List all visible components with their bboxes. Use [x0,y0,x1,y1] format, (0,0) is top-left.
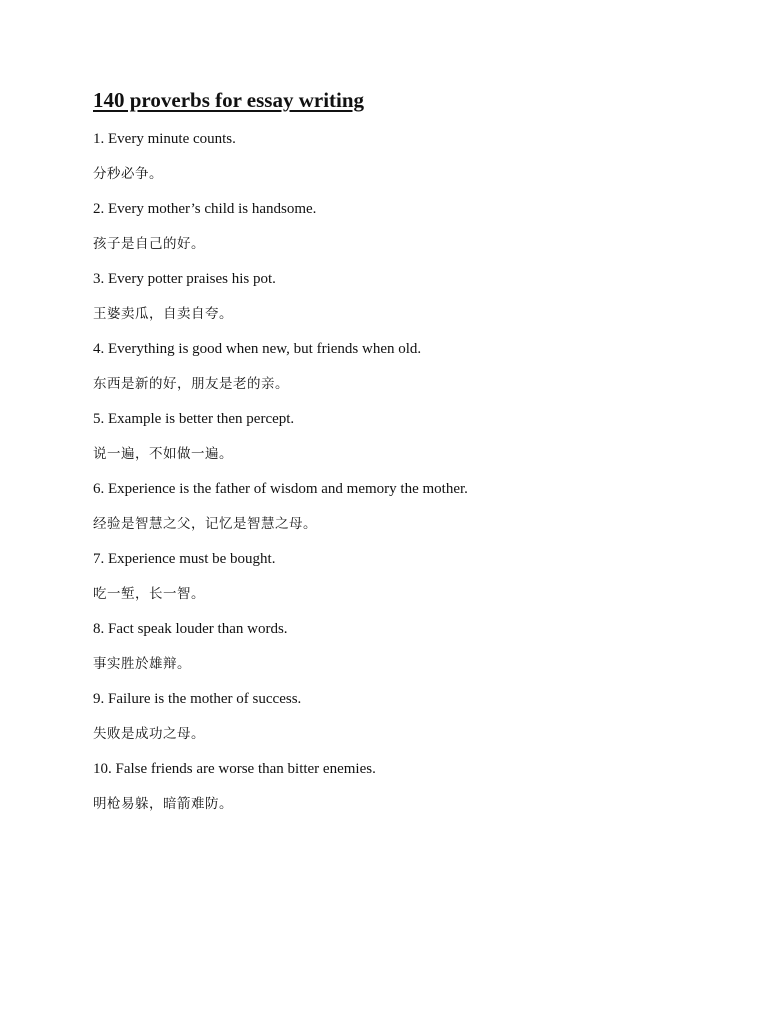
proverb-english: 9. Failure is the mother of success. [93,691,302,707]
document-title: 140 proverbs for essay writing [93,88,365,112]
proverb-chinese: 王婆卖瓜，自卖自夸。 [93,306,233,322]
proverb-chinese: 分秒必争。 [93,166,163,182]
proverb-english: 6. Experience is the father of wisdom and memory the mother. [93,481,468,497]
proverb-entry-9 [93,689,713,744]
proverb-english: 4. Everything is good when new, but friends when old. [93,341,422,357]
proverb-entry-4 [93,339,713,394]
proverb-english: 1. Every minute counts. [93,131,236,147]
proverb-entry-10 [93,759,713,814]
proverb-chinese: 孩子是自己的好。 [93,236,205,252]
proverb-chinese: 吃一堑，长一智。 [93,586,205,602]
proverb-english: 7. Experience must be bought. [93,551,276,567]
proverb-english: 2. Every mother’s child is handsome. [93,201,317,217]
proverb-english: 10. False friends are worse than bitter enemies. [93,761,376,777]
proverb-entry-1 [93,129,713,184]
proverb-chinese: 失败是成功之母。 [93,726,205,742]
document-page [93,86,713,829]
proverb-chinese: 东西是新的好，朋友是老的亲。 [93,376,289,392]
proverb-entry-2 [93,199,713,254]
proverb-entry-6 [93,479,713,534]
proverb-chinese: 明枪易躲，暗箭难防。 [93,796,233,812]
proverb-chinese: 说一遍，不如做一遍。 [93,446,233,462]
proverb-english: 5. Example is better then percept. [93,411,295,427]
proverb-entry-7 [93,549,713,604]
proverb-english: 8. Fact speak louder than words. [93,621,288,637]
proverb-entry-3 [93,269,713,324]
proverb-english: 3. Every potter praises his pot. [93,271,276,287]
proverb-chinese: 事实胜於雄辩。 [93,656,191,672]
proverb-entry-8 [93,619,713,674]
proverb-chinese: 经验是智慧之父，记忆是智慧之母。 [93,516,317,532]
proverb-entry-5 [93,409,713,464]
